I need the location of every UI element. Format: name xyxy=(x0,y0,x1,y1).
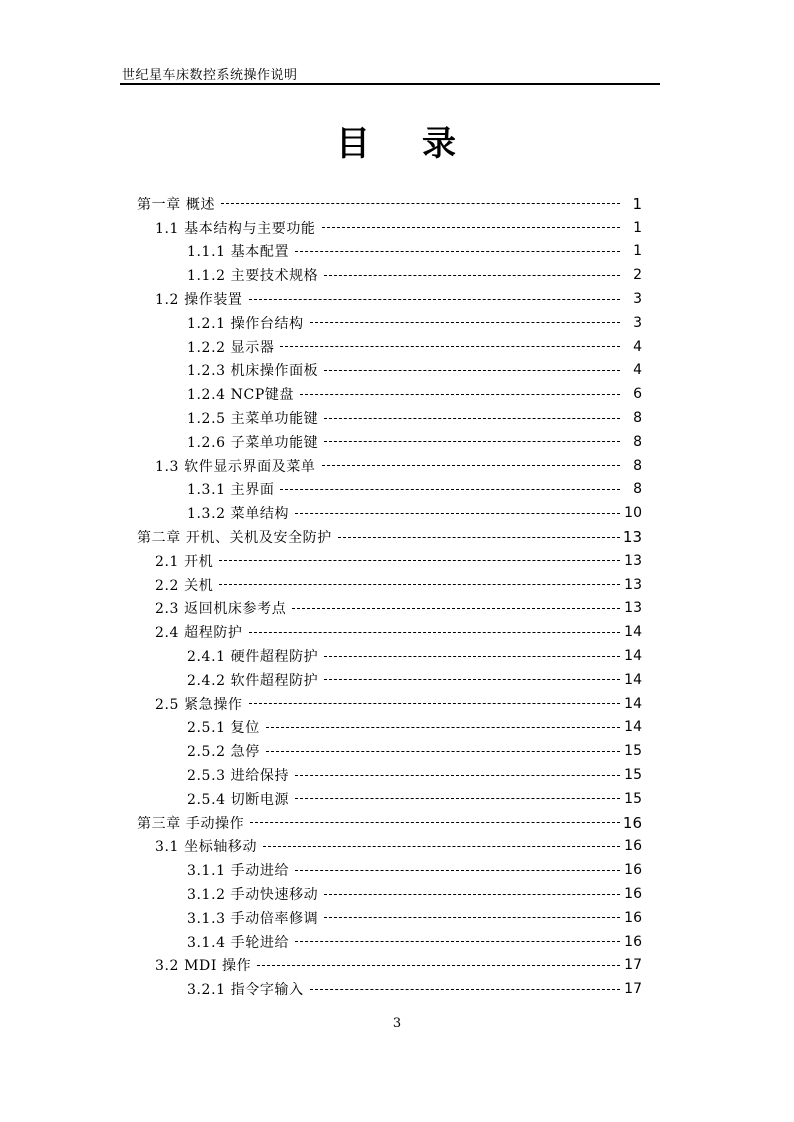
toc-entry-page: 15 xyxy=(624,767,642,784)
toc-leader-line xyxy=(219,584,620,585)
toc-entry-title: 1.2.1 操作台结构 xyxy=(187,315,304,332)
toc-entry-page: 15 xyxy=(624,790,642,807)
toc-entry-page: 13 xyxy=(622,528,642,547)
toc-entry-title: 1.1 基本结构与主要功能 xyxy=(155,220,316,237)
toc-leader-line xyxy=(292,608,620,609)
toc-entry[interactable] xyxy=(0,478,794,502)
toc-entry-title: 2.2 关机 xyxy=(155,577,214,594)
toc-entry[interactable] xyxy=(0,954,794,978)
toc-entry[interactable] xyxy=(0,906,794,930)
toc-entry-title: 1.1.1 基本配置 xyxy=(187,244,290,261)
toc-entry-title: 3.1.3 手动倍率修调 xyxy=(187,910,319,927)
toc-entry[interactable] xyxy=(0,382,794,406)
toc-entry-title: 2.5.4 切断电源 xyxy=(187,791,290,808)
toc-entry-page: 13 xyxy=(624,552,642,569)
toc-entry-title: 2.5.3 进给保持 xyxy=(187,768,290,785)
toc-leader-line xyxy=(219,560,620,561)
toc-entry-title: 3.1.2 手动快速移动 xyxy=(187,887,319,903)
toc-entry-title: 3.1.4 手轮进给 xyxy=(187,934,290,951)
toc-leader-line xyxy=(249,703,620,704)
toc-entry[interactable] xyxy=(0,668,794,692)
toc-leader-line xyxy=(310,322,620,323)
toc-entry[interactable] xyxy=(0,787,794,811)
toc-leader-line xyxy=(295,513,620,514)
toc-entry-page: 8 xyxy=(633,410,642,427)
toc-entry[interactable] xyxy=(0,644,794,668)
toc-entry-page: 16 xyxy=(624,838,642,855)
toc-leader-line xyxy=(249,299,620,300)
toc-entry[interactable] xyxy=(0,454,794,478)
toc-entry-title: 2.3 返回机床参考点 xyxy=(155,601,287,618)
toc-leader-line xyxy=(322,465,620,466)
toc-entry[interactable] xyxy=(0,858,794,882)
header-rule xyxy=(120,83,660,85)
toc-leader-line xyxy=(324,275,620,276)
toc-entry-page: 4 xyxy=(633,338,642,355)
toc-entry[interactable] xyxy=(0,501,794,525)
toc-entry-page: 16 xyxy=(624,862,642,879)
toc-entry[interactable] xyxy=(0,240,794,264)
toc-entry-title: 3.1 坐标轴移动 xyxy=(155,839,258,856)
toc-leader-line xyxy=(280,346,620,347)
toc-entry-title: 1.3.2 菜单结构 xyxy=(187,506,290,523)
toc-entry-title: 1.1.2 主要技术规格 xyxy=(187,268,319,285)
toc-entry[interactable] xyxy=(0,692,794,716)
toc-entry-title: 1.2.6 子菜单功能键 xyxy=(187,434,319,451)
toc-entry[interactable] xyxy=(0,549,794,573)
toc-entry-page: 8 xyxy=(633,433,642,450)
toc-entry-page: 17 xyxy=(624,957,642,974)
toc-entry[interactable] xyxy=(0,811,794,835)
toc-entry-page: 15 xyxy=(624,743,642,760)
toc-entry-title: 1.3 软件显示界面及菜单 xyxy=(155,458,316,475)
toc-entry[interactable] xyxy=(0,597,794,621)
toc-leader-line xyxy=(338,537,620,538)
toc-entry-page: 14 xyxy=(624,648,642,665)
toc-entry-page: 8 xyxy=(633,481,642,498)
toc-entry-title: 3.1.1 手动进给 xyxy=(187,863,290,880)
toc-entry[interactable] xyxy=(0,263,794,287)
toc-entry[interactable] xyxy=(0,620,794,644)
toc-entry-page: 14 xyxy=(624,719,642,736)
toc-entry-title: 2.5 紧急操作 xyxy=(155,696,243,713)
toc-leader-line xyxy=(280,489,620,490)
page-title xyxy=(0,116,794,165)
toc-entry[interactable] xyxy=(0,335,794,359)
toc-leader-line xyxy=(295,251,620,252)
toc-leader-line xyxy=(295,870,620,871)
toc-entry-page: 8 xyxy=(633,457,642,474)
toc-leader-line xyxy=(324,418,620,419)
toc-entry-page: 1 xyxy=(632,194,642,213)
toc-leader-line xyxy=(249,632,620,633)
toc-entry[interactable] xyxy=(0,573,794,597)
toc-leader-line xyxy=(266,727,620,728)
toc-entry-title: 3.2 MDI 操作 xyxy=(155,958,252,975)
toc-entry-title: 3.2.1 指令字输入 xyxy=(187,982,304,999)
toc-leader-line xyxy=(257,965,620,966)
toc-entry-page: 4 xyxy=(633,362,642,379)
running-header: 世纪星车床数控系统操作说明 xyxy=(122,68,298,83)
toc-entry[interactable] xyxy=(0,525,794,549)
toc-entry[interactable] xyxy=(0,977,794,1001)
toc-entry[interactable] xyxy=(0,716,794,740)
toc-entry-page: 16 xyxy=(622,813,642,832)
toc-leader-line xyxy=(324,656,620,657)
toc-leader-line xyxy=(324,441,620,442)
toc-leader-line xyxy=(324,679,620,680)
toc-entry[interactable] xyxy=(0,192,794,216)
page-title-part-2: 录 xyxy=(422,124,458,164)
toc-entry-page: 3 xyxy=(633,314,642,331)
toc-entry-title: 1.2.3 机床操作面板 xyxy=(187,363,319,380)
toc-entry-page: 14 xyxy=(624,671,642,688)
toc-leader-line xyxy=(221,203,620,204)
toc-entry-page: 10 xyxy=(624,505,642,522)
toc-entry-title: 2.5.1 复位 xyxy=(187,720,260,737)
toc-leader-line xyxy=(300,394,620,395)
toc-entry-title: 第三章 手动操作 xyxy=(137,815,245,832)
toc-entry-page: 16 xyxy=(624,886,642,902)
toc-leader-line xyxy=(322,227,620,228)
toc-entry-title: 1.2.5 主菜单功能键 xyxy=(187,411,319,428)
toc-leader-line xyxy=(324,917,620,918)
toc-leader-line xyxy=(324,894,620,895)
toc-entry[interactable] xyxy=(0,311,794,335)
toc-leader-line xyxy=(295,798,620,799)
toc-entry-title: 2.1 开机 xyxy=(155,553,214,570)
toc-entry[interactable] xyxy=(0,930,794,954)
toc-entry-title: 2.4 超程防护 xyxy=(155,625,243,642)
toc-entry-title: 1.2 操作装置 xyxy=(155,292,243,309)
table-of-contents xyxy=(0,192,794,1001)
toc-entry-title: 第一章 概述 xyxy=(137,196,216,213)
toc-entry[interactable] xyxy=(0,835,794,859)
toc-entry[interactable] xyxy=(0,882,794,906)
toc-entry-page: 17 xyxy=(624,981,642,998)
toc-leader-line xyxy=(263,846,620,847)
toc-entry-page: 1 xyxy=(633,219,642,236)
page-title-part-1: 目 xyxy=(336,124,372,164)
toc-entry-page: 13 xyxy=(624,600,642,617)
toc-entry-page: 6 xyxy=(633,386,642,403)
toc-entry-title: 1.2.2 显示器 xyxy=(187,339,275,356)
toc-entry-page: 14 xyxy=(624,624,642,641)
toc-entry-title: 2.5.2 急停 xyxy=(187,744,260,761)
toc-leader-line xyxy=(295,775,620,776)
toc-entry[interactable] xyxy=(0,763,794,787)
toc-entry-page: 14 xyxy=(624,695,642,712)
toc-entry[interactable] xyxy=(0,406,794,430)
toc-entry-page: 16 xyxy=(624,909,642,926)
toc-entry-title: 第二章 开机、关机及安全防护 xyxy=(137,530,332,547)
toc-leader-line xyxy=(310,989,620,990)
toc-entry[interactable] xyxy=(0,430,794,454)
toc-entry-page: 1 xyxy=(633,243,642,260)
toc-entry-title: 1.3.1 主界面 xyxy=(187,482,275,499)
toc-entry[interactable] xyxy=(0,359,794,383)
toc-entry-page: 3 xyxy=(633,291,642,308)
toc-entry[interactable] xyxy=(0,739,794,763)
toc-entry-title: 1.2.4 NCP键盘 xyxy=(187,387,295,404)
toc-entry-page: 2 xyxy=(633,267,642,284)
toc-leader-line xyxy=(295,941,620,942)
toc-leader-line xyxy=(324,370,620,371)
page-number: 3 xyxy=(392,1016,402,1031)
toc-entry-title: 2.4.1 硬件超程防护 xyxy=(187,649,319,666)
toc-leader-line xyxy=(250,822,620,823)
toc-leader-line xyxy=(266,751,620,752)
toc-entry-page: 16 xyxy=(624,933,642,950)
toc-entry[interactable] xyxy=(0,287,794,311)
toc-entry-title: 2.4.2 软件超程防护 xyxy=(187,672,319,689)
toc-entry-page: 13 xyxy=(624,576,642,593)
toc-entry[interactable] xyxy=(0,216,794,240)
